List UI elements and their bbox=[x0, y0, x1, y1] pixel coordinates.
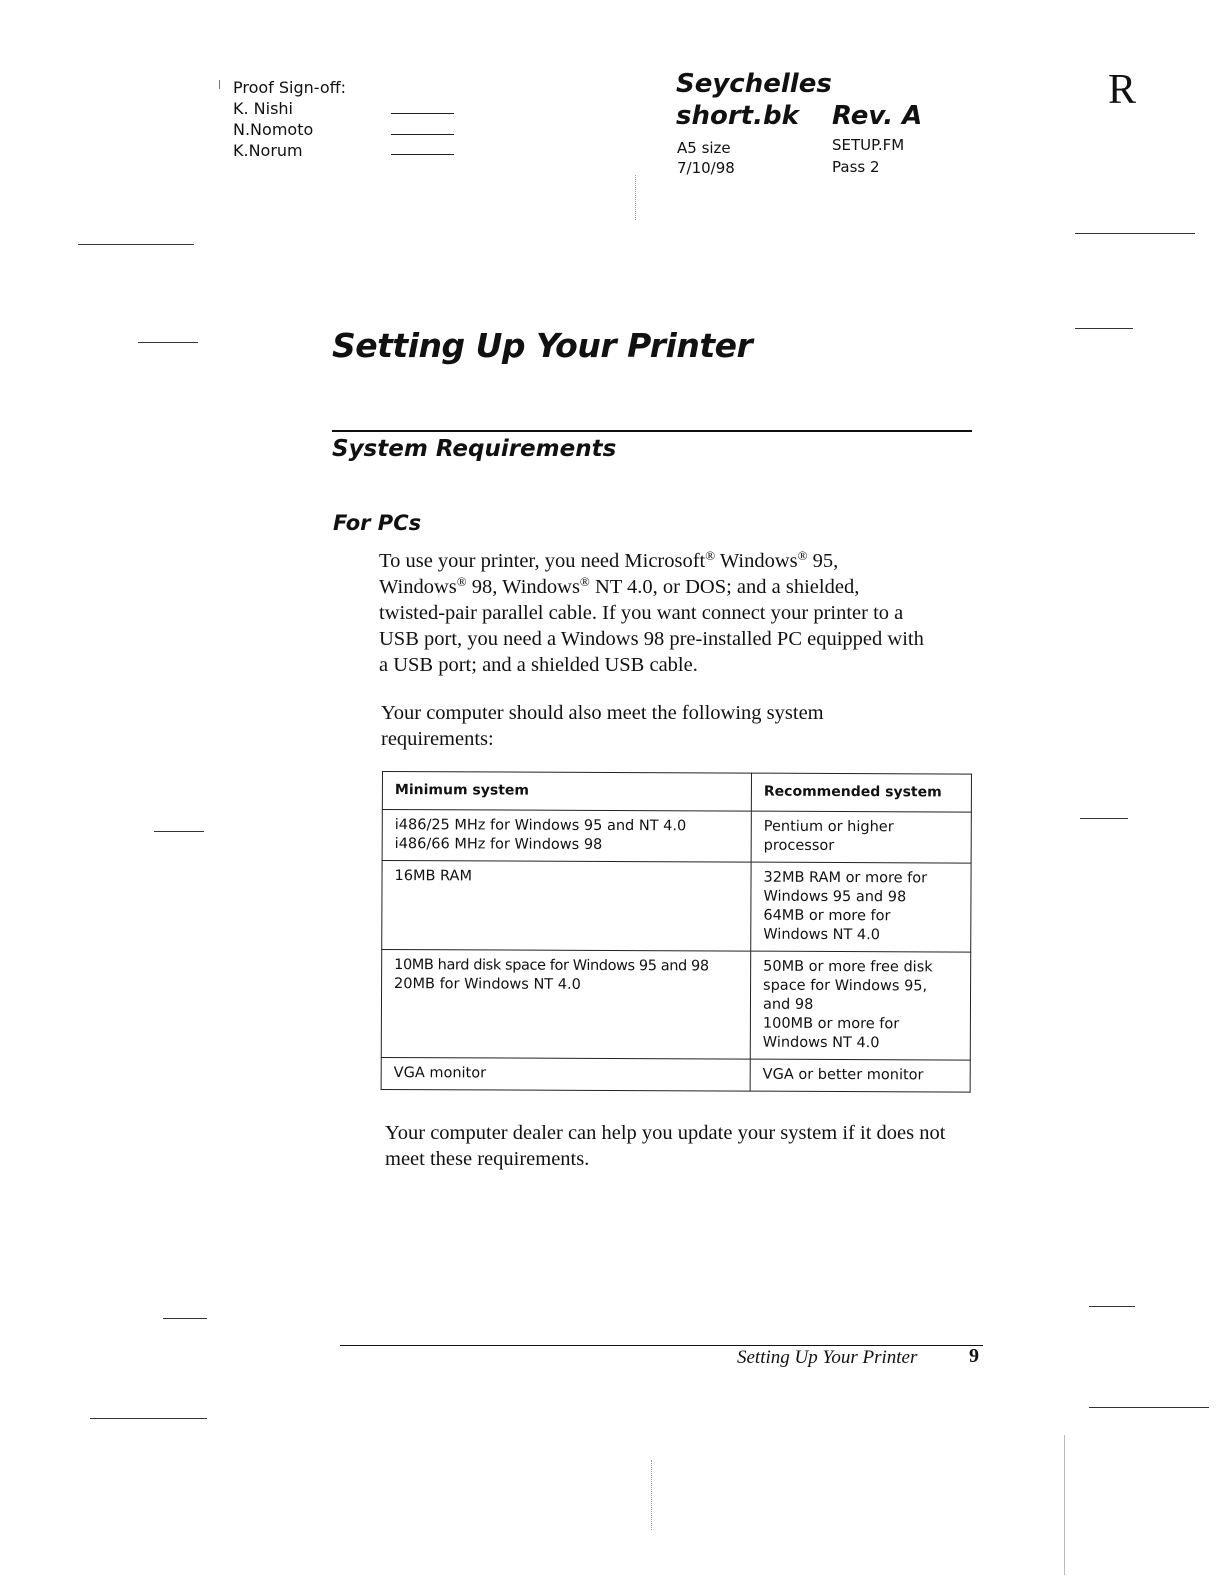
minimum-cell bbox=[381, 950, 750, 1060]
registered-mark: ® bbox=[797, 548, 808, 563]
cell-line: 20MB for Windows NT 4.0 bbox=[394, 976, 581, 993]
cell-line: VGA or better monitor bbox=[762, 1066, 924, 1084]
column-header-recommended: Recommended system bbox=[751, 773, 971, 812]
footer-title: Setting Up Your Printer bbox=[737, 1347, 918, 1368]
cell-line: space for Windows 95, bbox=[763, 977, 928, 995]
cell-line: Pentium or higher bbox=[763, 818, 894, 836]
table-row bbox=[382, 861, 971, 953]
cell-line: i486/25 MHz for Windows 95 and NT 4.0 bbox=[394, 817, 687, 835]
registered-mark: ® bbox=[705, 548, 716, 563]
registered-mark: ® bbox=[456, 574, 467, 589]
cell-line: 50MB or more free disk bbox=[763, 958, 933, 976]
intro-paragraph bbox=[379, 548, 979, 678]
dealer-paragraph: Your computer dealer can help you update your system if it does not meet these requirements. bbox=[385, 1122, 946, 1170]
requirements-intro: Your computer should also meet the following system requirements: bbox=[381, 702, 824, 750]
cell-line: Windows NT 4.0 bbox=[762, 1034, 880, 1052]
header-pass: Pass 2 bbox=[832, 158, 880, 176]
proof-signoff bbox=[233, 77, 346, 161]
section-title: System Requirements bbox=[332, 436, 617, 462]
minimum-cell bbox=[382, 861, 751, 952]
cell-line: and 98 bbox=[762, 996, 814, 1013]
cell-line: 100MB or more for bbox=[762, 1015, 900, 1033]
table-header-row bbox=[382, 772, 971, 813]
header-book: short.bk bbox=[676, 101, 799, 131]
header-date: 7/10/98 bbox=[677, 159, 735, 177]
registered-mark: ® bbox=[579, 574, 590, 589]
recommended-cell bbox=[750, 951, 970, 1060]
cell-line: VGA monitor bbox=[393, 1065, 487, 1082]
text-run: Windows bbox=[379, 576, 457, 598]
signature-line bbox=[391, 134, 454, 135]
minimum-cell bbox=[382, 810, 751, 863]
text-line: USB port, you need a Windows 98 pre-installed PC equipped with bbox=[379, 628, 924, 650]
center-mark bbox=[635, 175, 637, 220]
margin-line bbox=[1064, 1435, 1066, 1575]
crop-mark bbox=[90, 1418, 207, 1419]
crop-mark bbox=[1075, 233, 1195, 234]
text-run: To use your printer, you need Microsoft bbox=[379, 550, 706, 572]
revision-mark: R bbox=[1108, 67, 1137, 113]
page-number: 9 bbox=[969, 1345, 979, 1367]
cell-line: 10MB hard disk space for Windows 95 and 98 bbox=[394, 957, 709, 975]
table-row bbox=[381, 950, 970, 1061]
header-size: A5 size bbox=[677, 139, 731, 157]
cell-line: Windows NT 4.0 bbox=[763, 926, 881, 944]
footer-divider bbox=[340, 1345, 983, 1346]
header-project: Seychelles bbox=[676, 69, 832, 99]
crop-mark bbox=[1089, 1306, 1135, 1307]
crop-mark bbox=[78, 244, 194, 245]
crop-mark bbox=[154, 831, 204, 832]
minimum-cell bbox=[381, 1057, 750, 1091]
text-line: twisted-pair parallel cable. If you want connect your printer to a bbox=[379, 602, 904, 624]
cell-line: 32MB RAM or more for bbox=[763, 869, 928, 887]
recommended-cell bbox=[750, 1059, 970, 1092]
crop-mark bbox=[1080, 818, 1128, 819]
header-revision: Rev. A bbox=[832, 101, 923, 131]
crop-mark bbox=[138, 342, 198, 343]
center-mark bbox=[651, 1460, 653, 1530]
subsection-title: For PCs bbox=[333, 511, 422, 535]
text-run: NT 4.0, or DOS; and a shielded, bbox=[589, 576, 860, 598]
signer-name: K.Norum bbox=[233, 141, 303, 160]
text-line: a USB port; and a shielded USB cable. bbox=[379, 654, 698, 676]
crop-mark bbox=[163, 1318, 207, 1319]
table-row bbox=[381, 1057, 970, 1092]
cell-line: processor bbox=[763, 837, 835, 854]
cell-line: 64MB or more for bbox=[763, 907, 891, 925]
chapter-title: Setting Up Your Printer bbox=[332, 326, 753, 365]
header-file: SETUP.FM bbox=[832, 136, 905, 154]
recommended-cell bbox=[751, 862, 971, 952]
crop-mark bbox=[1089, 1407, 1209, 1408]
proof-signoff-label: Proof Sign-off: bbox=[233, 78, 347, 97]
text-run: 98, Windows bbox=[466, 576, 580, 598]
column-header-minimum: Minimum system bbox=[382, 772, 751, 812]
margin-tick bbox=[219, 80, 220, 89]
cell-line: i486/66 MHz for Windows 98 bbox=[394, 836, 603, 853]
signature-line bbox=[391, 113, 454, 114]
text-run: 95, bbox=[807, 550, 839, 572]
text-run: Windows bbox=[715, 550, 798, 572]
signer-name: N.Nomoto bbox=[233, 120, 314, 139]
crop-mark bbox=[1075, 328, 1133, 329]
table-row bbox=[382, 810, 971, 864]
section-divider bbox=[332, 430, 972, 432]
requirements-table bbox=[381, 771, 972, 1093]
recommended-cell bbox=[751, 811, 971, 863]
signature-line bbox=[391, 154, 454, 155]
cell-line: 16MB RAM bbox=[394, 868, 473, 885]
cell-line: Windows 95 and 98 bbox=[763, 888, 907, 906]
signer-name: K. Nishi bbox=[233, 99, 293, 118]
